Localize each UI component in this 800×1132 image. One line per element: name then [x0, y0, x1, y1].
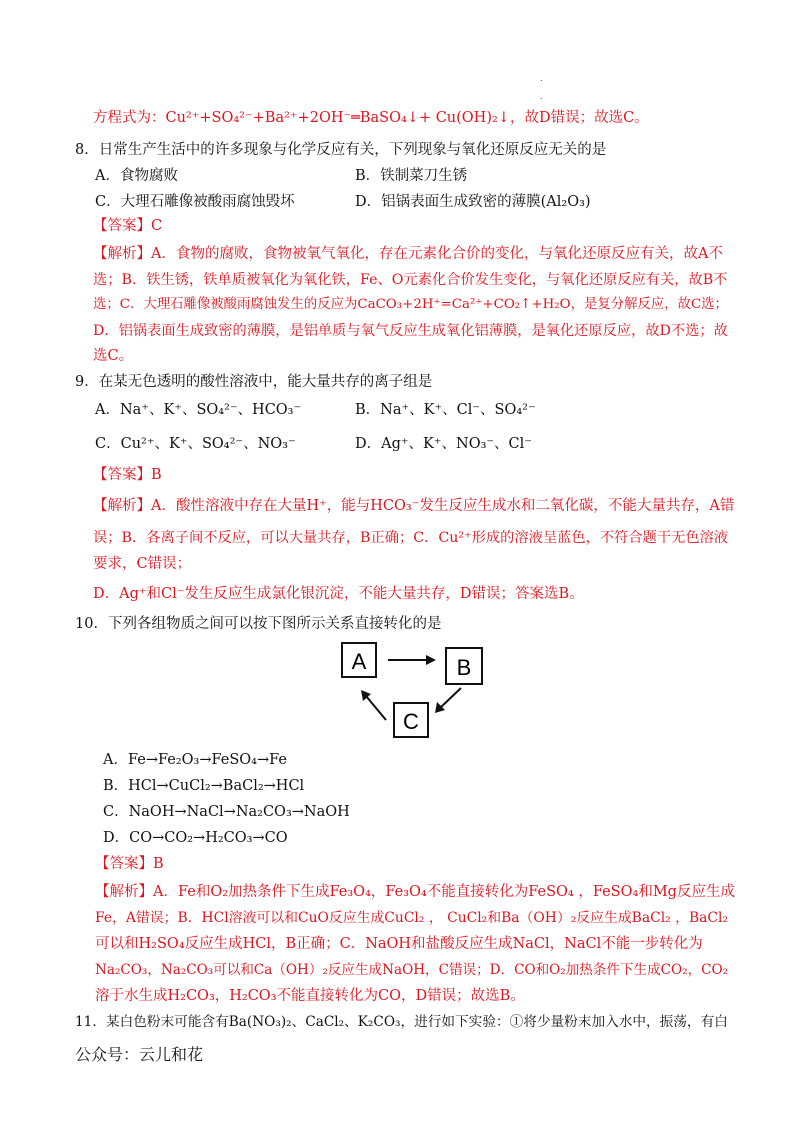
q10-analysis-line: 【解析】A．Fe和O₂加热条件下生成Fe₃O₄，Fe₃O₄不能直接转化为FeSO₄ ，FeSO₄和Mg反应生成 — [95, 884, 735, 900]
q8-stem: 8．日常生产生活中的许多现象与化学反应有关，下列现象与氧化还原反应无关的是 — [75, 142, 607, 158]
q8-option-a: A．食物腐败 — [95, 168, 178, 184]
box-c-label: C — [403, 709, 419, 734]
q10-option-c: C．NaOH→NaCl→Na₂CO₃→NaOH — [103, 804, 350, 820]
q8-analysis-line: D．铝锅表面生成致密的薄膜，是铝单质与氧气反应生成氧化铝薄膜，是氧化还原反应，故D不选；故 — [93, 323, 728, 339]
arrow-b-to-c — [440, 688, 461, 708]
q10-analysis-line: Fe，A错误；B．HCl溶液可以和CuO反应生成CuCl₂ ， CuCl₂和Ba（OH）₂反应生成BaCl₂ ，BaCl₂ — [95, 910, 729, 926]
q8-answer: 【答案】C — [93, 218, 163, 234]
q8-option-c: C．大理石雕像被酸雨腐蚀毁坏 — [95, 194, 295, 210]
q9-option-c: C．Cu²⁺、K⁺、SO₄²⁻、NO₃⁻ — [95, 436, 296, 452]
q8-analysis-line: 【解析】A．食物的腐败，食物被氧气氧化，存在元素化合价的变化，与氧化还原反应有关，故A不 — [93, 246, 723, 262]
q8-option-d: D．铝锅表面生成致密的薄膜(Al₂O₃) — [355, 194, 591, 210]
q10-stem: 10．下列各组物质之间可以按下图所示关系直接转化的是 — [75, 616, 442, 632]
q9-analysis-line: D．Ag⁺和Cl⁻发生反应生成氯化银沉淀，不能大量共存，D错误；答案选B。 — [93, 586, 584, 602]
box-a-label: A — [351, 649, 367, 674]
q10-analysis-line: 可以和H₂SO₄反应生成HCl，B正确；C．NaOH和盐酸反应生成NaCl，NaCl不能一步转化为 — [95, 936, 703, 952]
q10-answer: 【答案】B — [95, 856, 164, 872]
q8-analysis-line: 选C。 — [93, 348, 134, 364]
q10-analysis-line: 溶于水生成H₂CO₃，H₂CO₃不能直接转化为CO，D错误；故选B。 — [95, 988, 525, 1004]
q7-analysis-end: 方程式为：Cu²⁺+SO₄²⁻+Ba²⁺+2OH⁻═BaSO₄↓+ Cu(OH)₂↓，故D错误；故选C。 — [93, 110, 649, 126]
arrow-a-to-b-head — [426, 655, 436, 665]
q9-analysis-line: 【解析】A．酸性溶液中存在大量H⁺，能与HCO₃⁻发生反应生成水和二氧化碳，不能大量共存，A错 — [93, 498, 735, 514]
corner-dots: . . — [540, 74, 543, 101]
q10-option-d: D．CO→CO₂→H₂CO₃→CO — [103, 830, 288, 846]
q9-analysis-line: 要求，C错误； — [93, 556, 192, 572]
conversion-cycle-diagram — [330, 636, 500, 746]
q10-option-b: B．HCl→CuCl₂→BaCl₂→HCl — [103, 778, 305, 794]
q8-analysis-line: 选；C．大理石雕像被酸雨腐蚀发生的反应为CaCO₃+2H⁺=Ca²⁺+CO₂↑+H₂O，是复分解反应，故C选； — [93, 297, 728, 312]
q9-option-d: D．Ag⁺、K⁺、NO₃⁻、Cl⁻ — [355, 436, 532, 452]
q9-option-a: A．Na⁺、K⁺、SO₄²⁻、HCO₃⁻ — [95, 402, 302, 418]
footer-watermark: 公众号：云儿和花 — [75, 1045, 204, 1064]
q9-answer: 【答案】B — [93, 467, 162, 483]
q8-analysis-line: 选；B．铁生锈，铁单质被氧化为氧化铁，Fe、O元素化合价发生变化，与氧化还原反应有关，故B不 — [93, 272, 728, 288]
q8-option-b: B．铁制菜刀生锈 — [355, 168, 468, 184]
q9-option-b: B．Na⁺、K⁺、Cl⁻、SO₄²⁻ — [355, 402, 536, 418]
q9-stem: 9．在某无色透明的酸性溶液中，能大量共存的离子组是 — [75, 374, 433, 390]
box-b-label: B — [456, 655, 472, 680]
arrow-c-to-a — [366, 696, 386, 720]
q10-analysis-line: Na₂CO₃，Na₂CO₃可以和Ca（OH）₂反应生成NaOH，C错误；D．CO和O₂加热条件下生成CO₂，CO₂ — [95, 962, 729, 978]
q9-analysis-line: 误；B．各离子间不反应，可以大量共存，B正确；C．Cu²⁺形成的溶液呈蓝色，不符合题干无色溶液 — [93, 530, 729, 546]
q10-option-a: A．Fe→Fe₂O₃→FeSO₄→Fe — [103, 752, 287, 768]
q11-stem: 11．某白色粉末可能含有Ba(NO₃)₂、CaCl₂、K₂CO₃，进行如下实验：①将少量粉末加入水中，振荡，有白 — [75, 1014, 728, 1030]
